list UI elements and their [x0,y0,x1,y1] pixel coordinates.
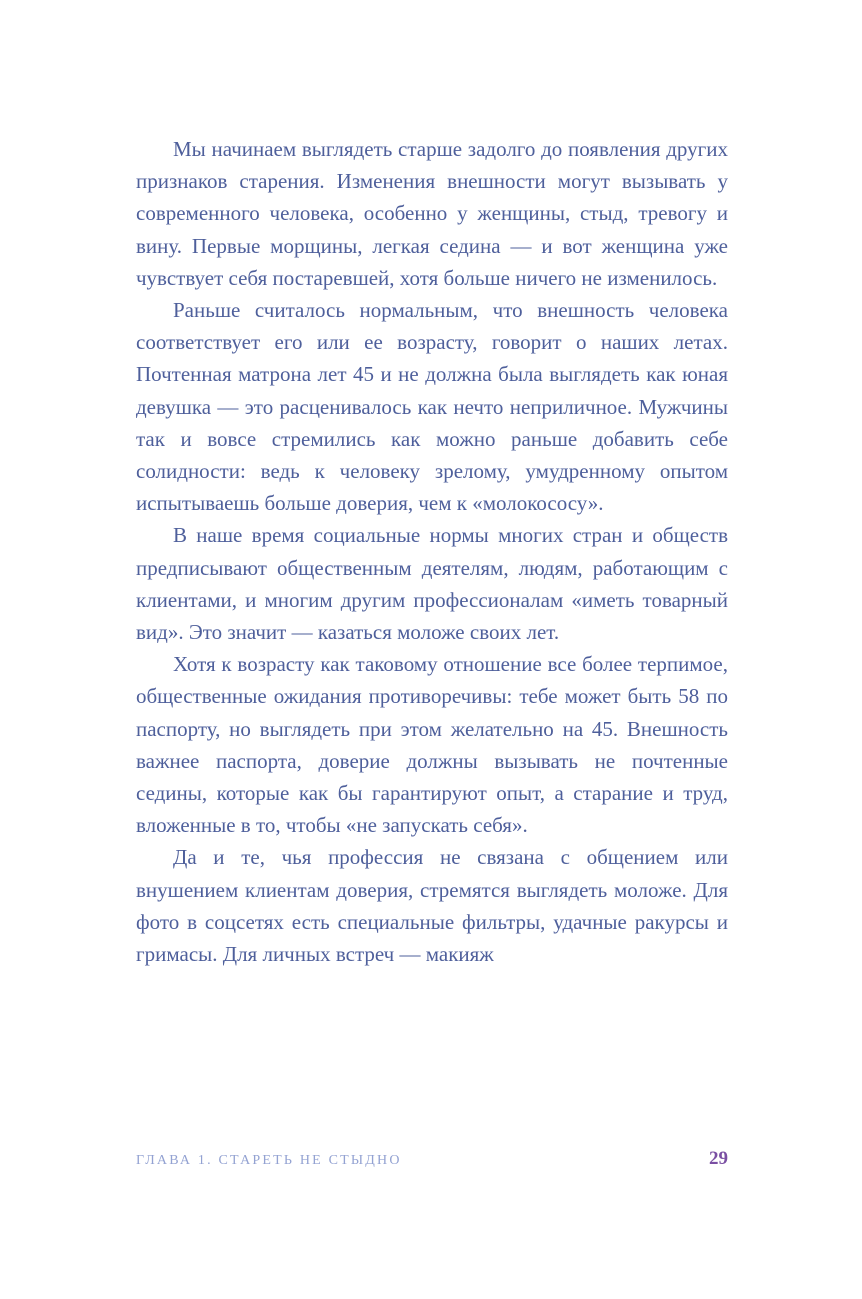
paragraph-3: В наше время социальные нормы многих стран и обществ предписывают общественным деятелям, людям, работающим с клиентами, и многим другим профессионалам «иметь товарный вид». Это значит — казаться моложе своих лет. [136,523,728,645]
paragraph-4: Хотя к возрасту как таковому отношение все более терпимое, общественные ожидания противоречивы: тебе может быть 58 по паспорту, но выглядеть при этом желательно на 45. Внешность важнее паспорта, доверие должны вызывать не почтенные седины, которые как бы гарантируют опыт, а старание и труд, вложенные в то, чтобы «не запускать себя». [136,652,728,838]
paragraph-5: Да и те, чья профессия не связана с общением или внушением клиентам доверия, стремятся выглядеть моложе. Для фото в соцсетях есть специальные фильтры, удачные ракурсы и гримасы. Для личных встреч — макияж [136,845,728,967]
paragraph-2: Раньше считалось нормальным, что внешность человека соответствует его или ее возрасту, говорит о наших летах. Почтенная матрона лет 45 и не должна была выглядеть как юная девушка — это расценивалось как нечто неприличное. Мужчины так и вовсе стремились как можно раньше добавить себе солидности: ведь к человеку зрелому, умудренному опытом испытываешь больше доверия, чем к «молокососу». [136,298,728,516]
running-footer-chapter: ГЛАВА 1. СТАРЕТЬ НЕ СТЫДНО [136,1153,402,1168]
page-footer [136,1148,728,1170]
paragraph-1: Мы начинаем выглядеть старше задолго до появления других признаков старения. Изменения внешности могут вызывать у современного человека, особенно у женщины, стыд, тревогу и вину. Первые морщины, легкая седина — и вот женщина уже чувствует себя постаревшей, хотя больше ничего не изменилось. [136,137,728,290]
page-body-text [136,133,728,970]
page-number: 29 [709,1148,728,1169]
